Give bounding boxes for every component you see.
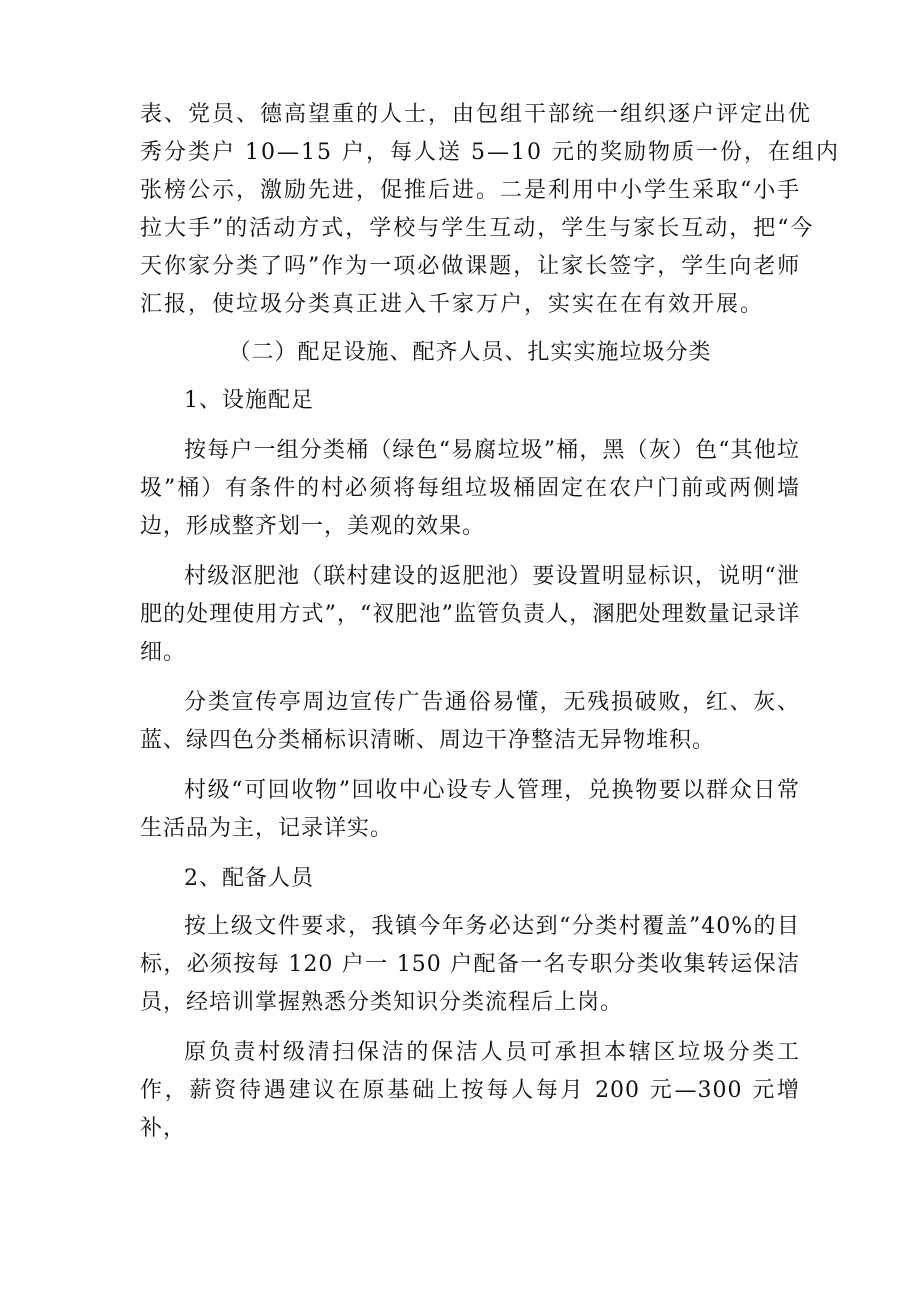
text-line: 天你家分类了吗”作为一项必做课题，让家长签字，学生向老师 (140, 254, 802, 279)
document-body (140, 96, 840, 1148)
text-line: 张榜公示，激励先进，促推后进。二是利用中小学生采取“小手 (140, 178, 802, 203)
paragraph: 按上级文件要求，我镇今年务必达到“分类村覆盖”40%的目标，必须按每 120 户一 150 户配备一名专职分类收集转运保洁员，经培训掌握熟悉分类知识分类流程后上岗。 (140, 914, 800, 1015)
text-line: 表、党员、德高望重的人士，由包组干部统一组织逐户评定出优 (140, 102, 813, 127)
paragraph: 分类宣传亭周边宣传广告通俗易懂，无残损破败，红、灰、蓝、绿四色分类桶标识清晰、周边干净整洁无异物堆积。 (140, 690, 800, 753)
paragraph: 村级“可回收物”回收中心设专人管理，兑换物要以群众日常生活品为主，记录详实。 (140, 778, 800, 841)
text-line: 拉大手”的活动方式，学校与学生互动，学生与家长互动，把“今 (140, 216, 815, 241)
subsection-heading-facilities: 1、设施配足 (184, 388, 314, 413)
paragraph: 村级沤肥池（联村建设的返肥池）要设置明显标识，说明“泄肥的处理使用方式”，“衩肥池”监管负责人，溷肥处理数量记录详细。 (140, 564, 800, 665)
paragraph: 原负责村级清扫保洁的保洁人员可承担本辖区垃圾分类工作，薪资待遇建议在原基础上按每人每月 200 元—300 元增补， (140, 1040, 800, 1141)
continued-paragraph (140, 96, 840, 324)
text-line: 汇报，使垃圾分类真正进入千家万户，实实在在有效开展。 (140, 292, 765, 317)
section-heading: （二）配足设施、配齐人员、扎实实施垃圾分类 (228, 340, 712, 365)
subsection-heading-staffing: 2、配备人员 (184, 866, 314, 891)
text-line: 秀分类户 10—15 户，每人送 5—10 元的奖励物质一份，在组内 (140, 140, 840, 165)
paragraph: 按每户一组分类桶（绿色“易腐垃圾”桶，黑（灰）色“其他垃圾”桶）有条件的村必须将每组垃圾桶固定在农户门前或两侧墙边，形成整齐划一，美观的效果。 (140, 438, 800, 539)
